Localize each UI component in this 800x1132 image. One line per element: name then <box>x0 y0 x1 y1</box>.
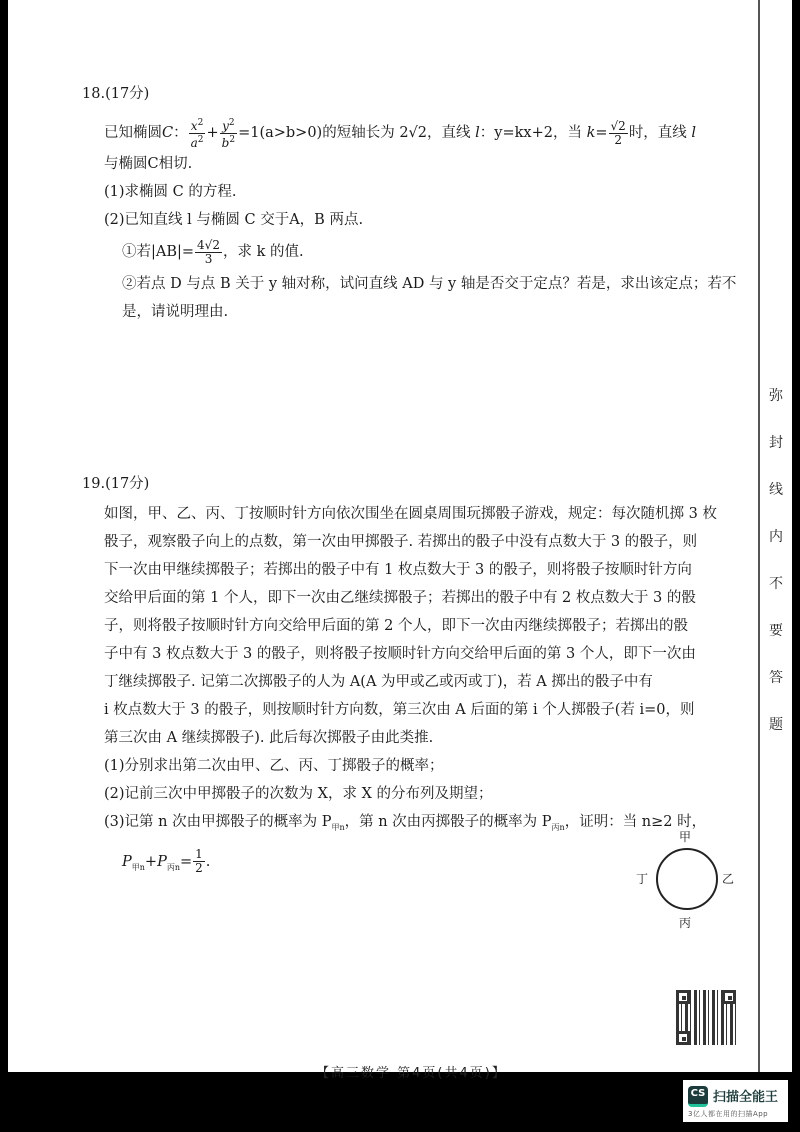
camscanner-logo-icon: CS <box>688 1086 708 1107</box>
binding-char: 内 <box>769 529 783 545</box>
qr-code <box>676 990 736 1045</box>
fraction-y2-b2: $\frac{y^2}{b^2}$ <box>221 117 236 150</box>
label-yi: 乙 <box>722 872 735 886</box>
page-footer: 【高三数学 第4页(共4页)】 <box>316 1066 507 1081</box>
stem-line: i 枚点数大于 3 的骰子，则按顺时针方向数，第三次由 A 后面的第 i 个人掷骰子(若 i=0，则 <box>104 702 695 718</box>
proof-equation: $P_{甲n}+P_{丙n}=$ $\frac{1}{2}$ . <box>122 847 211 876</box>
sub-question-2-1: ①若|AB|= $\frac{4√2}{3}$ ，求 k 的值. <box>122 237 304 266</box>
binding-char: 要 <box>769 623 783 639</box>
binding-strip-text <box>766 385 786 734</box>
stem-line: 子中有 3 枚点数大于 3 的骰子，则将骰子按顺时针方向交给甲后面的第 3 个人，即下一次由 <box>104 646 696 662</box>
question-header <box>82 80 742 108</box>
sub-question-3: (3)记第 n 次由甲掷骰子的概率为 $P_{甲n}$，第 n 次由丙掷骰子的概率为 $P_{丙n}$，证明：当 n≥2 时， <box>104 814 707 832</box>
question-stem-line2: 与椭圆C相切. <box>104 156 193 172</box>
stem-line: 第三次由 A 继续掷骰子). 此后每次掷骰子由此类推. <box>104 730 434 746</box>
binding-line <box>758 0 760 1072</box>
sub-question-1: (1)分别求出第二次由甲、乙、丙、丁掷骰子的概率； <box>104 758 444 774</box>
stem-line: 骰子，观察骰子向上的点数，第一次由甲掷骰子. 若掷出的骰子中没有点数大于 3 的骰子，则 <box>104 534 698 550</box>
sub-question-2: (2)已知直线 l 与椭圆 C 交于A，B 两点. <box>104 212 364 228</box>
question-number: 18. <box>82 86 106 102</box>
stem-line: 子，则将骰子按顺时针方向交给甲后面的第 2 个人，即下一次由丙继续掷骰子；若掷出的骰 <box>104 618 688 634</box>
fraction-4sqrt2-3: $\frac{4√2}{3}$ <box>197 237 220 266</box>
binding-char: 不 <box>769 576 783 592</box>
round-table-diagram <box>626 828 736 938</box>
fraction-x2-a2: $\frac{x^2}{a^2}$ <box>190 117 204 150</box>
watermark-slogan: 3亿人都在用的扫描App <box>688 1110 769 1118</box>
label-bing: 丙 <box>679 916 692 930</box>
binding-char: 答 <box>769 670 783 686</box>
sub-question-2: (2)记前三次中甲掷骰子的次数为 X，求 X 的分布列及期望； <box>104 786 493 802</box>
camscanner-watermark <box>683 1080 788 1122</box>
question-points: (17分) <box>105 476 150 492</box>
fraction-1-2: $\frac{1}{2}$ <box>195 847 203 876</box>
question-18 <box>82 80 742 326</box>
binding-char: 弥 <box>769 388 783 404</box>
exam-page <box>8 0 792 1081</box>
label-jia: 甲 <box>679 830 692 844</box>
binding-char: 线 <box>769 482 783 498</box>
question-points: (17分) <box>105 86 150 102</box>
stem-line: 丁继续掷骰子. 记第二次掷骰子的人为 A(A 为甲或乙或丙或丁)，若 A 掷出的骰子中有 <box>104 674 653 690</box>
question-19 <box>82 470 742 888</box>
fraction-sqrt2-2: $\frac{√2}{2}$ <box>610 118 626 147</box>
stem-line: 下一次由甲继续掷骰子；若掷出的骰子中有 1 枚点数大于 3 的骰子，则将骰子按顺时针方向 <box>104 562 692 578</box>
stem-line: 如图，甲、乙、丙、丁按顺时针方向依次围坐在圆桌周围玩掷骰子游戏，规定：每次随机掷 3 枚 <box>104 506 717 522</box>
binding-char: 封 <box>769 435 783 451</box>
question-header <box>82 470 742 498</box>
question-number: 19. <box>82 476 106 492</box>
sub-question-1: (1)求椭圆 C 的方程. <box>104 184 237 200</box>
question-stem: 已知椭圆C： $\frac{x^2}{a^2}$ + $\frac{y^2}{b^2}$ =1(a>b>0)的短轴长为 2√2，直线 l：y=kx+2，当 k= $\frac{√2}{2}$ 时，直线 l <box>104 117 697 150</box>
table-circle <box>656 848 718 910</box>
stem-line: 交给甲后面的第 1 个人，即下一次由乙继续掷骰子；若掷出的骰子中有 2 枚点数大于 3 的骰 <box>104 590 696 606</box>
binding-char: 题 <box>769 717 783 733</box>
watermark-app-name: 扫描全能王 <box>713 1090 779 1105</box>
label-ding: 丁 <box>636 872 649 886</box>
sub-question-2-2: ②若点 D 与点 B 关于 y 轴对称，试问直线 AD 与 y 轴是否交于定点？若是，求出该定点；若不是，请说明理由. <box>122 276 737 320</box>
